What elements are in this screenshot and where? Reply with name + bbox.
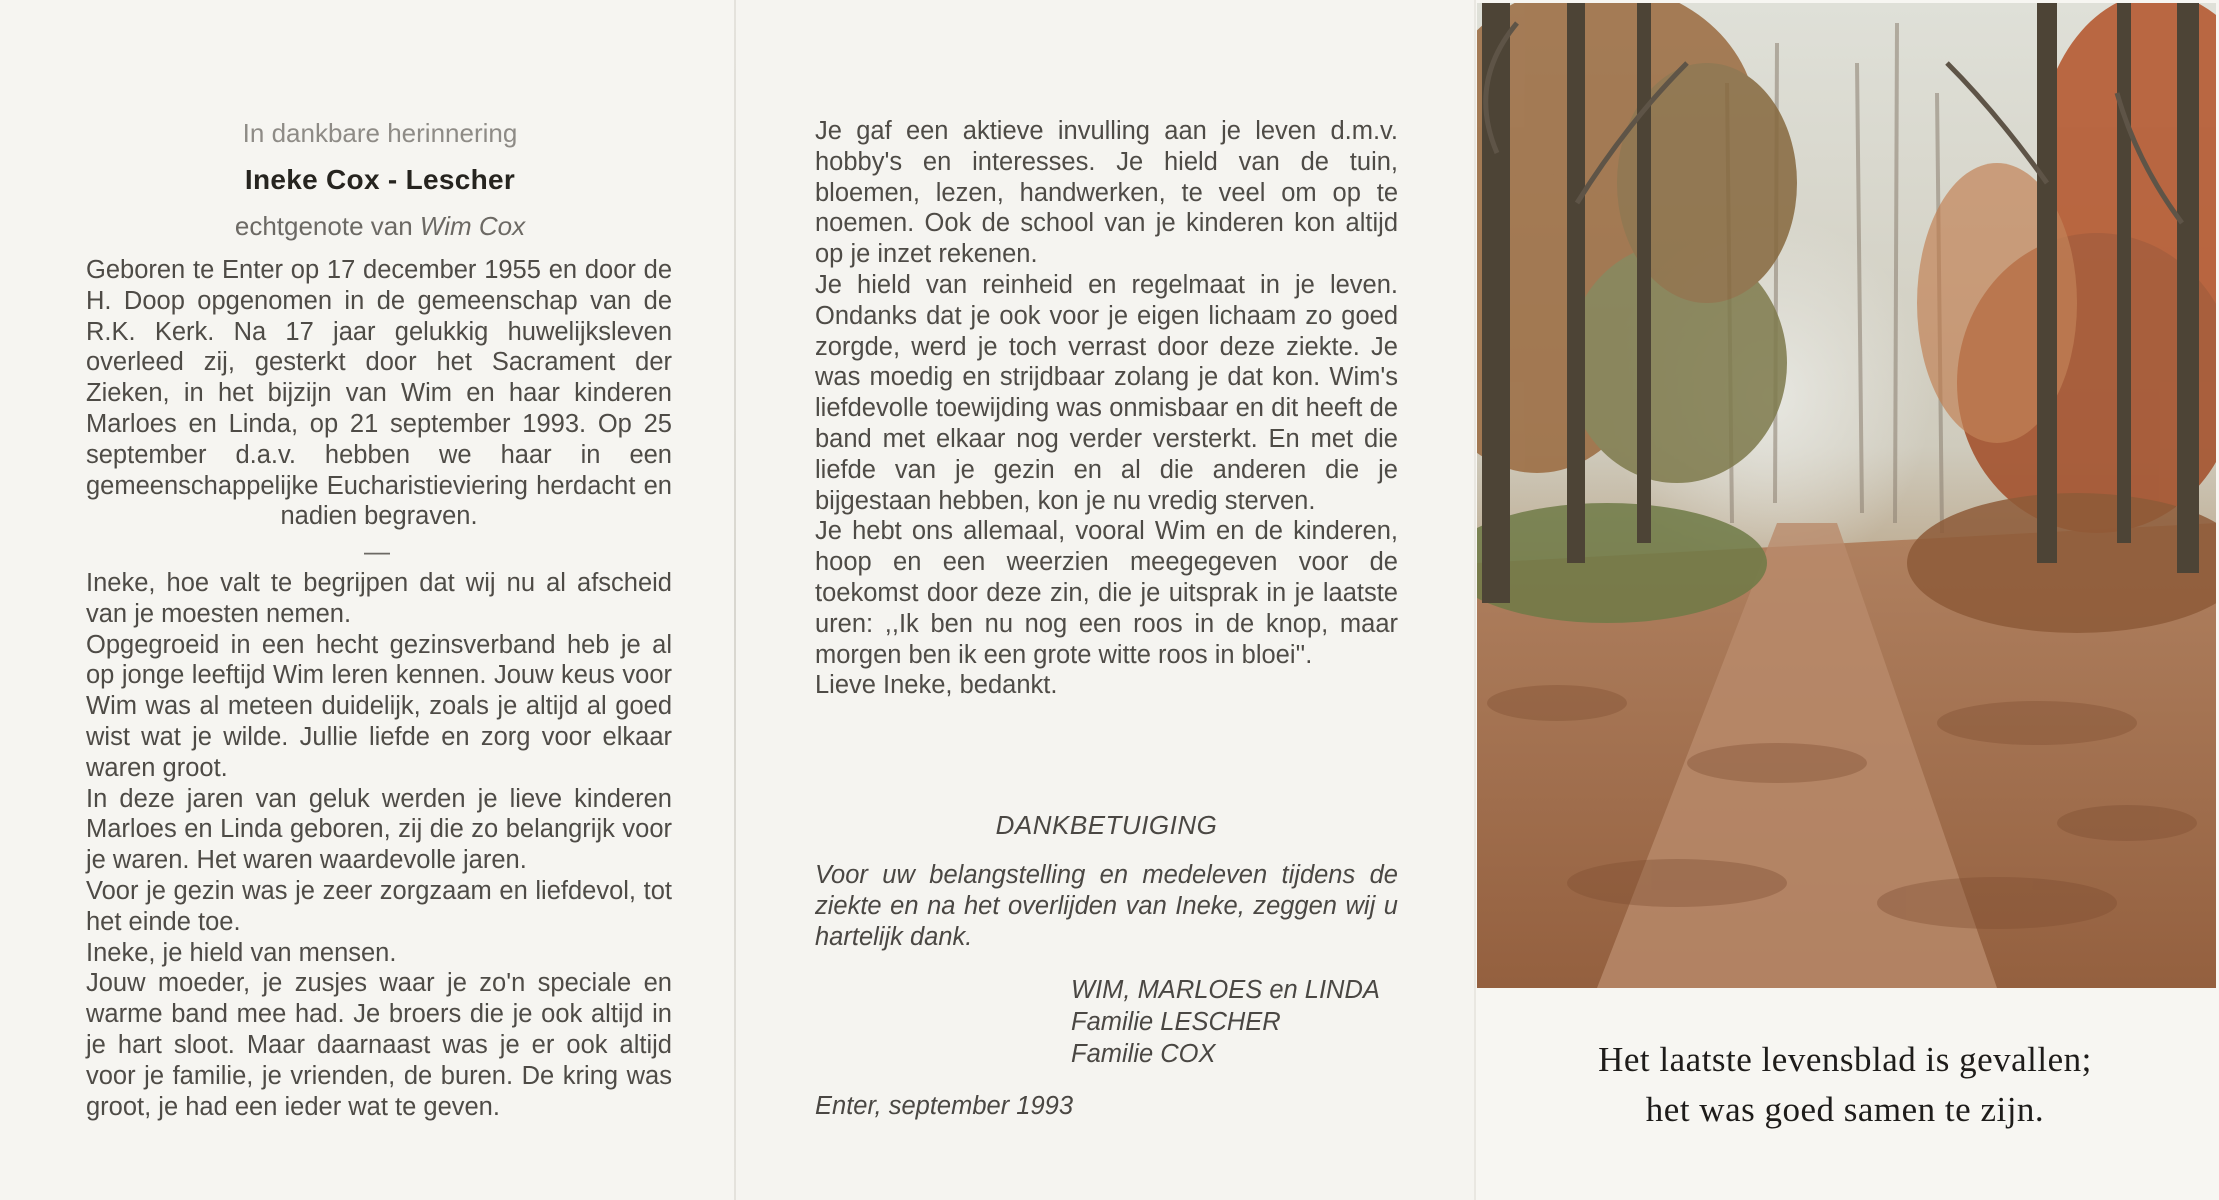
memorial-paragraph: Lieve Ineke, bedankt. [815,671,1058,700]
tribute-paragraph: Ineke, je hield van mensen. [86,938,397,967]
signatures [1071,974,1380,1070]
memorial-paragraph: Je hield van reinheid en regelmaat in je leven. Ondanks dat je ook voor je eigen lichaam zo goed zorgde, werd je toch verrast door deze ziekte. Je was moedig en strijdbaar zolang je dat kon. Wim's liefdevolle toewijding was onmisbaar en dit heeft de band met elkaar nog verder versterkt. En met die liefde van je gezin en al die anderen die je bijgestaan hebben, kon je nu vredig sterven. [815,270,1398,515]
forest-path-image [1477,3,2216,988]
card-fold [734,0,736,1200]
biography [86,255,672,532]
tribute-paragraph: In deze jaren van geluk werden je lieve kinderen Marloes en Linda geboren, zij die zo belangrijk voor je waren. Het waren waardevolle jaren. [86,784,672,875]
thanks-heading: DANKBETUIGING [995,810,1218,840]
memorial-paragraph: Je gaf een aktieve invulling aan je leven d.m.v. hobby's en interesses. Je hield van de tuin, bloemen, lezen, handwerken, te veel om op te noemen. Ook de school van je kinderen kon altijd op je inzet rekenen. [815,117,1398,269]
tribute-paragraph: Opgegroeid in een hecht gezinsverband heb je al op jonge leeftijd Wim leren kennen. Jouw keus voor Wim was al meteen duidelijk, zoals je altijd al goed wist wat je wilde. Jullie liefde en zorg voor elkaar waren groot. [86,630,672,782]
tribute-paragraph: Voor je gezin was je zeer zorgzaam en liefdevol, tot het einde toe. [86,876,672,936]
memorial-text [815,116,1398,701]
spouse-name: Wim Cox [419,211,526,241]
signature-line: Familie LESCHER [1071,1008,1281,1036]
signature-line: Familie COX [1071,1040,1216,1068]
thanks-text: Voor uw belangstelling en medeleven tijdens de ziekte en na het overlijden van Ineke, zeggen wij u hartelijk dank. [815,861,1398,951]
separator: — [364,536,390,566]
verse-line: het was goed samen te zijn. [1645,1090,2045,1129]
verse-line: Het laatste levensblad is gevallen; [1598,1040,2092,1079]
card-fold [1474,0,1476,1200]
deceased-name: Ineke Cox - Lescher [244,164,516,195]
memorial-heading [84,113,676,245]
autumn-forest-photo [1477,3,2216,988]
tribute-text [86,568,672,1122]
biography-paragraph: Geboren te Enter op 17 december 1955 en door de H. Doop opgenomen in de gemeenschap van de R.K. Kerk. Na 17 jaar gelukkig huwelijksleven overleed zij, gesterkt door het Sacrament der Zieken, in het bijzijn van Wim en haar kinderen Marloes en Linda, op 21 september 1993. Op 25 september d.a.v. hebben we haar in een gemeenschappelijke Eucharistieviering herdacht en nadien begraven. [86,256,672,531]
spouse-prefix: echtgenote van [234,211,413,241]
verse [1500,1035,2190,1135]
tribute-paragraph: Ineke, hoe valt te begrijpen dat wij nu al afscheid van je moesten nemen. [86,569,672,628]
intro-text: In dankbare herinnering [242,118,518,148]
memorial-paragraph: Je hebt ons allemaal, vooral Wim en de kinderen, hoop en een weerzien meegegeven voor de toekomst door deze zin, die je uitsprak in je laatste uren: ,,Ik ben nu nog een roos in de knop, maar morgen ben ik een grote witte roos in bloei''. [815,517,1398,669]
tribute-paragraph: Jouw moeder, je zusjes waar je zo'n speciale en warme band mee had. Je broers die je ook altijd in je hart sloot. Maar daarnaast was je er ook altijd voor je familie, je vrienden, de buren. De kring was groot, je had een ieder wat te geven. [86,969,672,1121]
spouse-line [84,207,676,245]
signature-line: WIM, MARLOES en LINDA [1071,976,1380,1004]
place-date: Enter, september 1993 [815,1092,1074,1120]
